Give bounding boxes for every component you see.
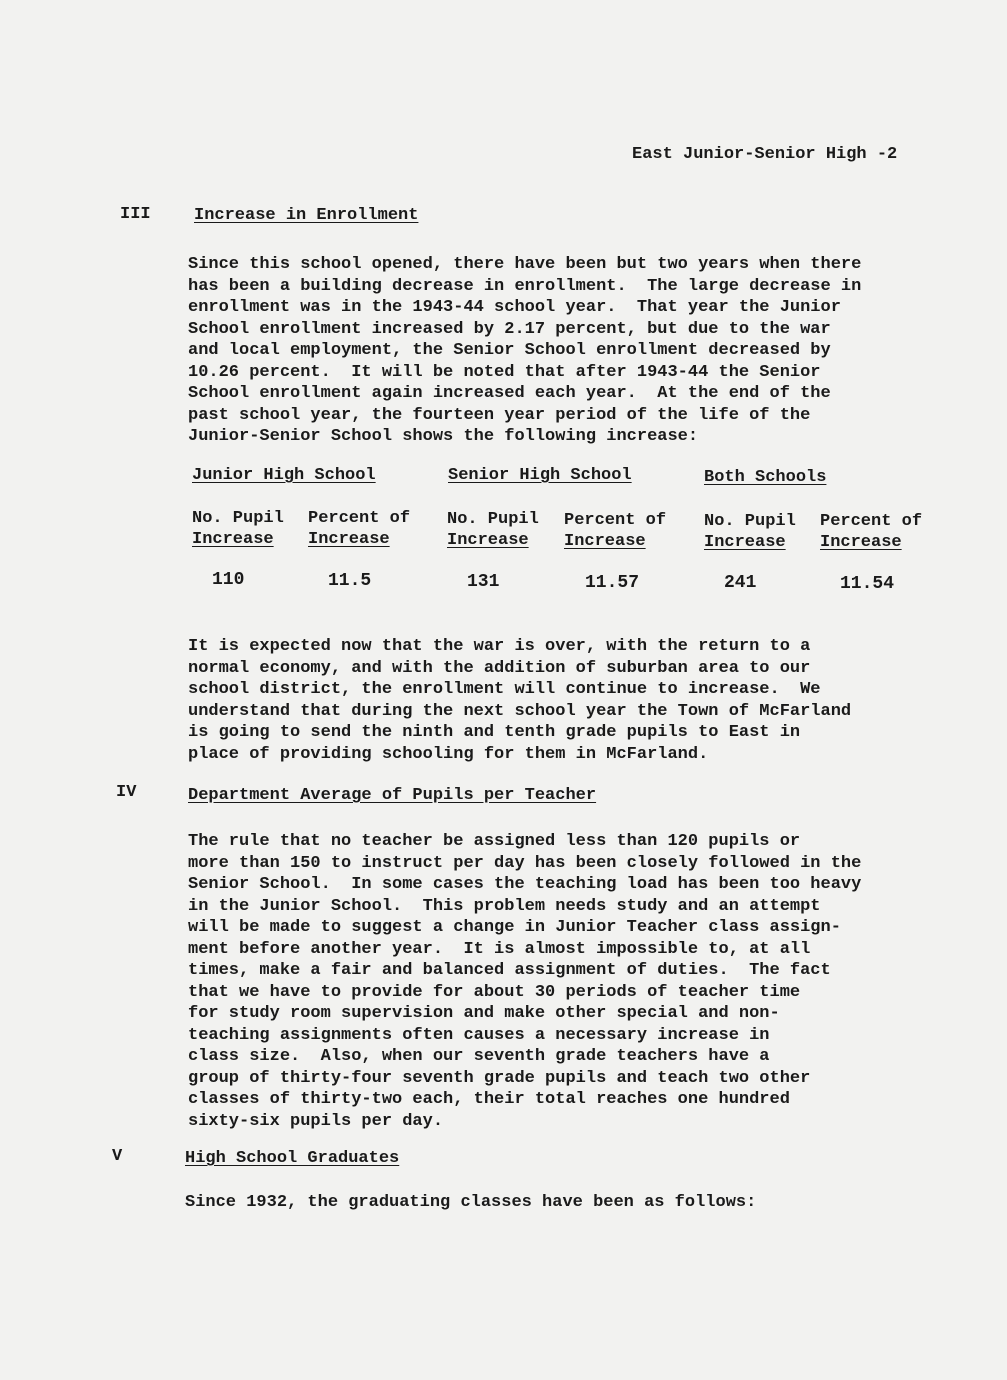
table-col-header: Increase (820, 533, 902, 552)
section-heading-increase-in-enrollment: Increase in Enrollment (194, 206, 419, 225)
paragraph-line: times, make a fair and balanced assignment of duties. The fact (188, 961, 831, 980)
paragraph-line: Senior School. In some cases the teaching load has been too heavy (188, 875, 862, 894)
table-group-senior: Senior High School (448, 466, 632, 485)
paragraph-line: for study room supervision and make other special and non- (188, 1004, 780, 1023)
paragraph-line: The rule that no teacher be assigned less than 120 pupils or (188, 832, 801, 851)
paragraph-line: more than 150 to instruct per day has been closely followed in the (188, 853, 862, 873)
paragraph-line: normal economy, and with the addition of suburban area to our (188, 658, 811, 678)
table-value: 11.54 (840, 574, 895, 594)
paragraph-line: understand that during the next school year the Town of McFarland (188, 701, 852, 721)
page-header: East Junior-Senior High -2 (632, 145, 898, 164)
table-group-junior: Junior High School (192, 466, 376, 485)
paragraph-line: place of providing schooling for them in McFarland. (188, 744, 709, 764)
paragraph-line: past school year, the fourteen year period of the life of the (188, 405, 811, 425)
paragraph-line: sixty-six pupils per day. (188, 1111, 444, 1131)
table-value: 131 (467, 572, 500, 592)
table-value: 110 (212, 570, 245, 590)
paragraph-line: School enrollment increased by 2.17 percent, but due to the war (188, 319, 831, 339)
table-group-both: Both Schools (704, 468, 827, 487)
paragraph-line: Since 1932, the graduating classes have been as follows: (185, 1193, 757, 1212)
paragraph-line: Since this school opened, there have been but two years when there (188, 255, 862, 274)
table-col-header: Increase (192, 530, 274, 549)
paragraph-line: School enrollment again increased each year. At the end of the (188, 384, 831, 403)
table-col-header: No. Pupil (192, 509, 284, 528)
paragraph-line: 10.26 percent. It will be noted that after 1943-44 the Senior (188, 362, 821, 382)
table-col-header: No. Pupil (447, 510, 539, 529)
section-numeral-iv: IV (116, 783, 137, 802)
graduates-paragraph (185, 1192, 756, 1214)
paragraph-line: group of thirty-four seventh grade pupils and teach two other (188, 1068, 811, 1088)
table-col-header: Increase (308, 530, 390, 549)
section-heading-high-school-graduates: High School Graduates (185, 1149, 400, 1168)
paragraph-line: school district, the enrollment will continue to increase. We (188, 680, 821, 699)
paragraph-line: class size. Also, when our seventh grade teachers have a (188, 1047, 770, 1066)
section-heading-department-average: Department Average of Pupils per Teacher (188, 786, 597, 805)
pupils-per-teacher-paragraph (188, 831, 861, 1132)
table-col-header: Increase (704, 533, 786, 552)
table-col-header: Percent of (564, 511, 667, 530)
paragraph-line: It is expected now that the war is over, with the return to a (188, 637, 811, 656)
paragraph-line: teaching assignments often causes a necessary increase in (188, 1025, 770, 1045)
paragraph-line: Junior-Senior School shows the following increase: (188, 427, 699, 446)
table-col-header: Increase (564, 532, 646, 551)
enrollment-paragraph (188, 254, 861, 448)
table-value: 11.57 (585, 573, 640, 593)
paragraph-line: will be made to suggest a change in Junior Teacher class assign- (188, 918, 841, 937)
table-col-header: Increase (447, 531, 529, 550)
paragraph-line: and local employment, the Senior School enrollment decreased by (188, 341, 831, 360)
paragraph-line: has been a building decrease in enrollment. The large decrease in (188, 276, 862, 296)
enrollment-outlook-paragraph (188, 636, 851, 765)
paragraph-line: enrollment was in the 1943-44 school year. That year the Junior (188, 298, 841, 317)
paragraph-line: in the Junior School. This problem needs study and an attempt (188, 896, 821, 916)
table-col-header: No. Pupil (704, 512, 796, 531)
paragraph-line: that we have to provide for about 30 periods of teacher time (188, 982, 801, 1002)
section-numeral-v: V (112, 1147, 123, 1166)
section-numeral-iii: III (120, 205, 151, 224)
paragraph-line: is going to send the ninth and tenth grade pupils to East in (188, 723, 801, 742)
paragraph-line: ment before another year. It is almost impossible to, at all (188, 939, 811, 959)
table-col-header: Percent of (308, 509, 411, 528)
table-col-header: Percent of (820, 512, 923, 531)
table-value: 241 (724, 573, 757, 593)
paragraph-line: classes of thirty-two each, their total reaches one hundred (188, 1090, 790, 1109)
table-value: 11.5 (328, 571, 372, 591)
